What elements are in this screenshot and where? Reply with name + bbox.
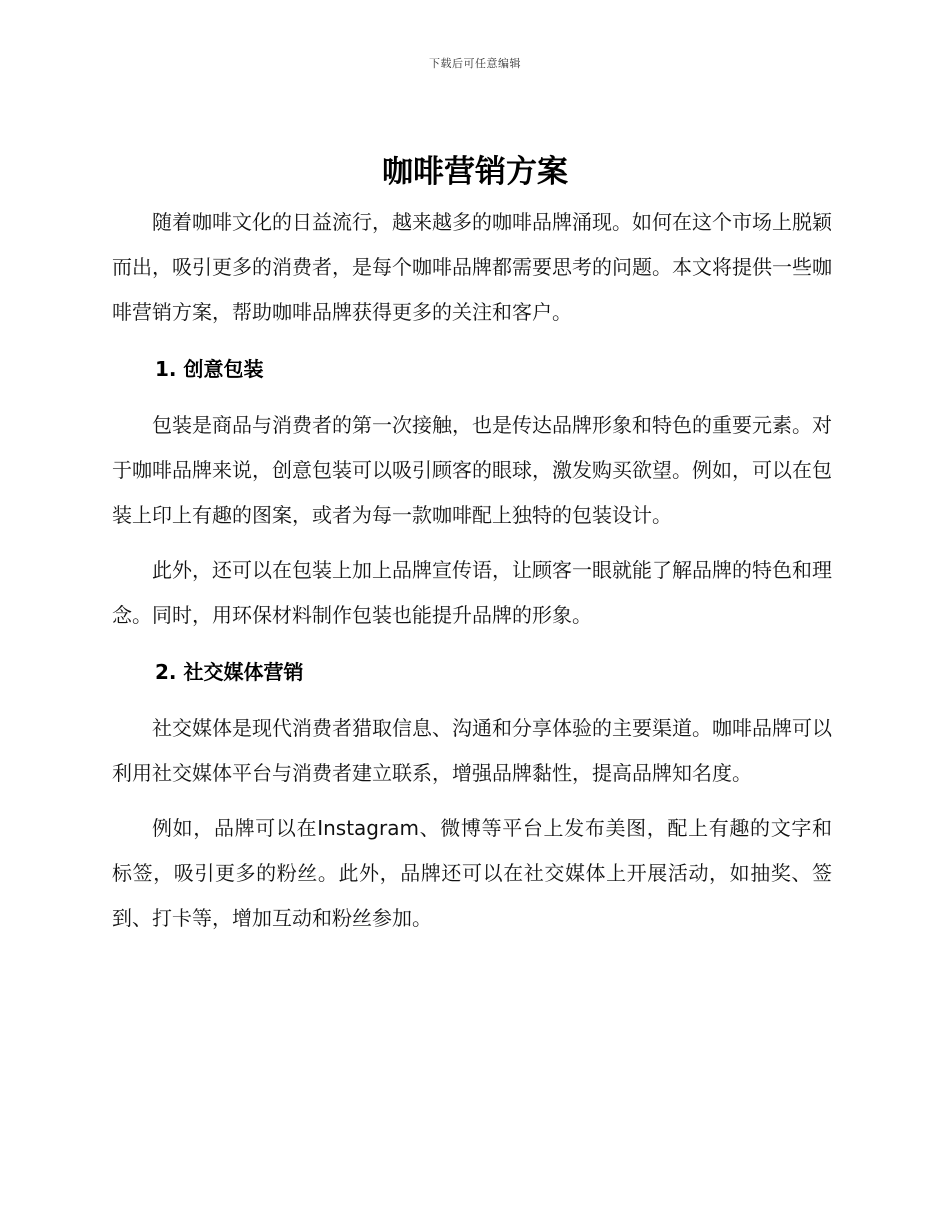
intro-paragraph: 随着咖啡文化的日益流行，越来越多的咖啡品牌涌现。如何在这个市场上脱颖而出，吸引更多的消费者，是每个咖啡品牌都需要思考的问题。本文将提供一些咖啡营销方案，帮助咖啡品牌获得更多的关注和客户。	[112, 210, 832, 324]
document-body	[112, 200, 832, 941]
section-heading: 1. 创意包装	[155, 357, 264, 381]
body-paragraph: 社交媒体是现代消费者猎取信息、沟通和分享体验的主要渠道。咖啡品牌可以利用社交媒体平台与消费者建立联系，增强品牌黏性，提高品牌知名度。	[112, 716, 832, 785]
section-heading: 2. 社交媒体营销	[155, 660, 304, 684]
section-social-media-marketing	[112, 652, 832, 941]
document-title: 咖啡营销方案	[382, 154, 568, 190]
body-paragraph: 此外，还可以在包装上加上品牌宣传语，让顾客一眼就能了解品牌的特色和理念。同时，用环保材料制作包装也能提升品牌的形象。	[112, 558, 832, 627]
header-note: 下载后可任意编辑	[429, 57, 521, 70]
body-paragraph: 例如，品牌可以在Instagram、微博等平台上发布美图，配上有趣的文字和标签，吸引更多的粉丝。此外，品牌还可以在社交媒体上开展活动，如抽奖、签到、打卡等，增加互动和粉丝参加。	[112, 816, 832, 930]
section-creative-packaging	[112, 349, 832, 638]
body-paragraph: 包装是商品与消费者的第一次接触，也是传达品牌形象和特色的重要元素。对于咖啡品牌来说，创意包装可以吸引顾客的眼球，激发购买欲望。例如，可以在包装上印上有趣的图案，或者为每一款咖啡配上独特的包装设计。	[112, 413, 832, 527]
